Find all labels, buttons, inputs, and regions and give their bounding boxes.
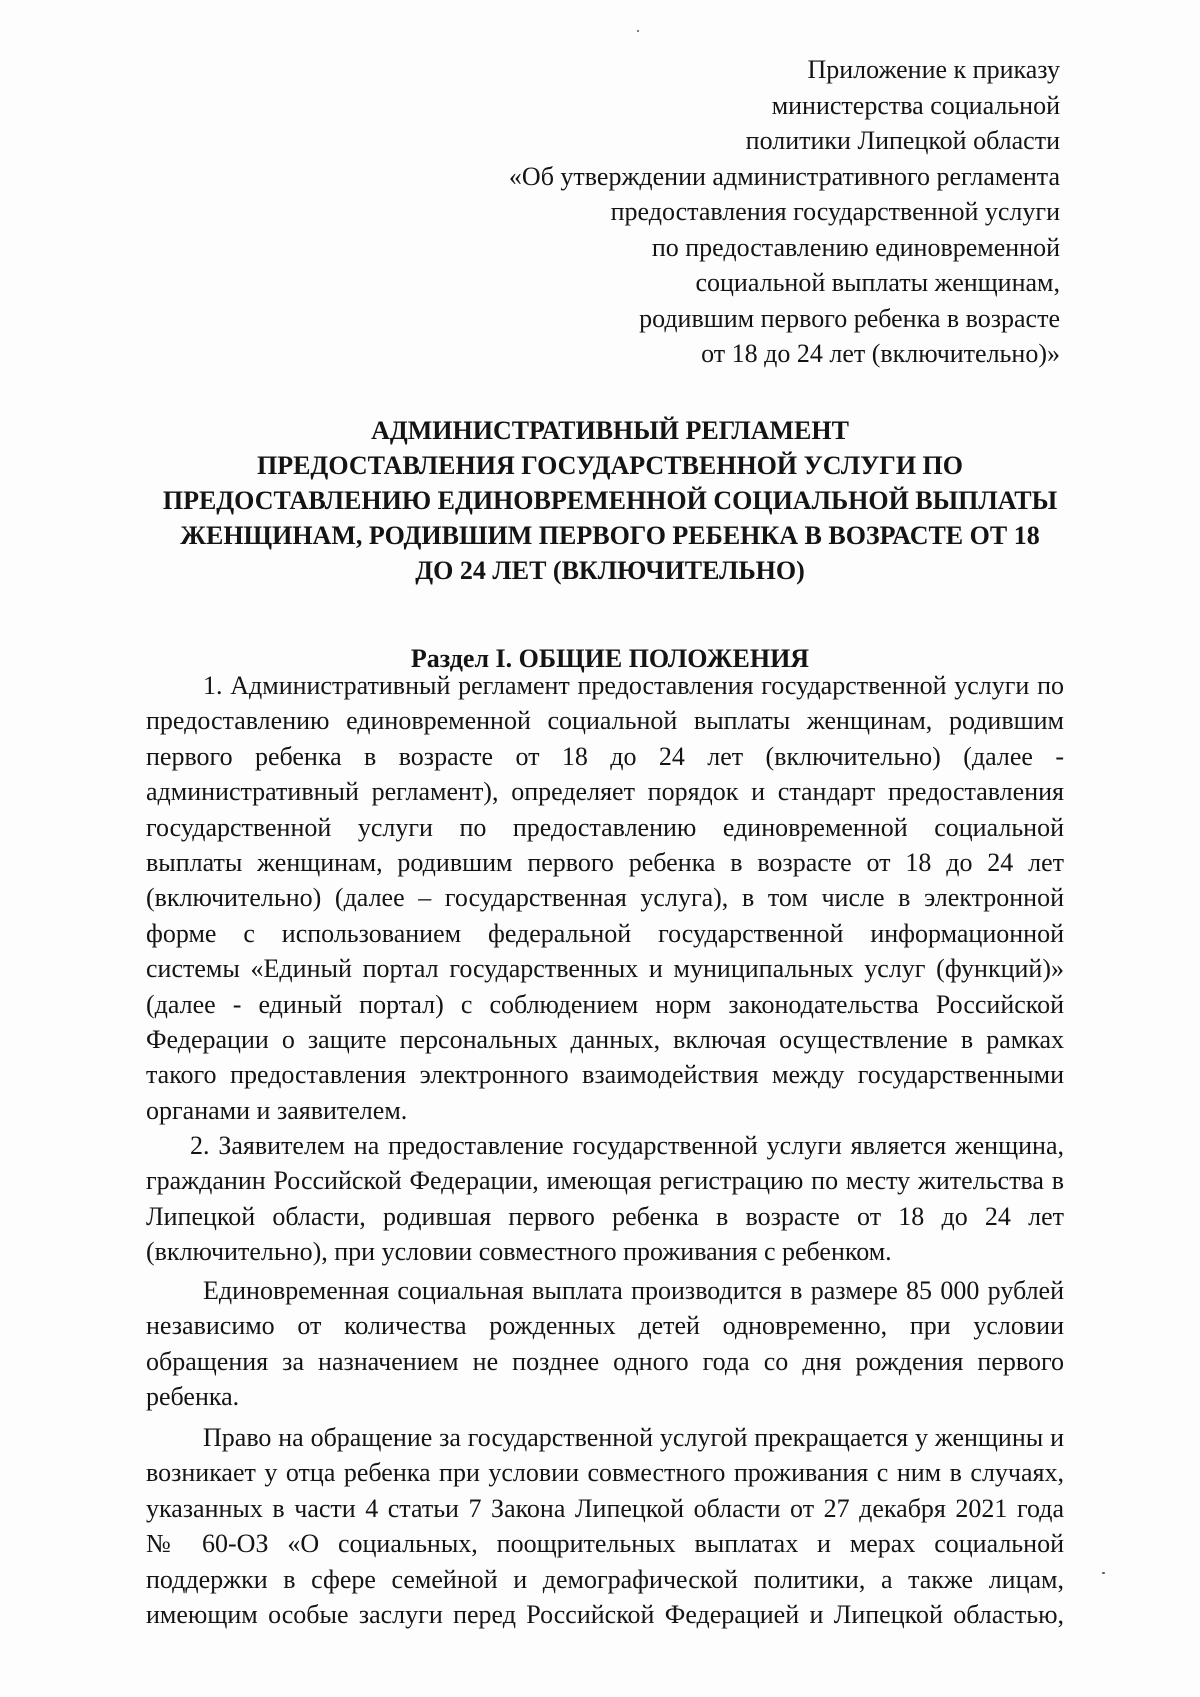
title-line: ПРЕДОСТАВЛЕНИЯ ГОСУДАРСТВЕННОЙ УСЛУГИ ПО — [256, 451, 964, 480]
paragraph-line: (далее - единый портал) с соблюдением норм законодательства Российской — [146, 989, 1064, 1019]
paragraph-3 — [146, 1273, 1064, 1415]
paragraph-line: 1. Административный регламент предоставления государственной услуги по — [203, 671, 1064, 700]
annex-line: по предоставлению единовременной — [651, 232, 1060, 262]
annex-line: от 18 до 24 лет (включительно)» — [701, 339, 1060, 368]
annex-line: министерства социальной — [771, 90, 1060, 120]
scan-speck — [1102, 1572, 1105, 1574]
paragraph-line: предоставлению единовременной социальной выплаты женщинам, родившим — [146, 706, 1064, 736]
paragraph-line: № 60-ОЗ «О социальных, поощрительных выплатах и мерах социальной — [146, 1529, 1064, 1559]
paragraph-line: выплаты женщинам, родившим первого ребенка в возрасте от 18 до 24 лет — [146, 847, 1064, 877]
annex-line: социальной выплаты женщинам, — [695, 268, 1060, 297]
paragraph-line: государственной услуги по предоставлению единовременной социальной — [146, 812, 1064, 842]
annex-line: Приложение к приказу — [807, 55, 1060, 84]
paragraph-line: Право на обращение за государственной услугой прекращается у женщины и — [203, 1423, 1064, 1452]
paragraph-line: административный регламент), определяет порядок и стандарт предоставления — [146, 777, 1064, 807]
scan-speck — [637, 30, 639, 32]
paragraph-line: Федерации о защите персональных данных, включая осуществление в рамках — [146, 1024, 1064, 1054]
paragraph-line: поддержки в сфере семейной и демографической политики, а также лицам, — [146, 1564, 1064, 1594]
paragraph-line: такого предоставления электронного взаимодействия между государственными — [146, 1060, 1064, 1090]
title-line: ДО 24 ЛЕТ (ВКЛЮЧИТЕЛЬНО) — [415, 556, 805, 585]
paragraph-line: возникает у отца ребенка при условии совместного проживания с ним в случаях, — [146, 1458, 1064, 1488]
paragraph-line: 2. Заявителем на предоставление государственной услуги является женщина, — [190, 1131, 1064, 1160]
paragraph-1 — [146, 668, 1064, 1128]
title-line: ПРЕДОСТАВЛЕНИЮ ЕДИНОВРЕМЕННОЙ СОЦИАЛЬНОЙ ВЫПЛАТЫ — [162, 486, 1058, 515]
annex-line: родившим первого ребенка в возрасте — [639, 303, 1060, 333]
document-title — [130, 413, 1090, 588]
paragraph-line: органами и заявителем. — [146, 1095, 408, 1125]
annex-line: предоставления государственной услуги — [610, 197, 1060, 226]
annex-header — [360, 52, 1060, 372]
paragraph-line: обращения за назначением не позднее одного года со дня рождения первого — [146, 1346, 1064, 1376]
paragraph-line: независимо от количества рожденных детей одновременно, при условии — [146, 1311, 1064, 1341]
paragraph-line: форме с использованием федеральной государственной информационной — [146, 918, 1064, 948]
section-heading: Раздел I. ОБЩИЕ ПОЛОЖЕНИЯ — [410, 644, 810, 673]
paragraph-line: Единовременная социальная выплата производится в размере 85 000 рублей — [203, 1276, 1064, 1305]
paragraph-2 — [146, 1128, 1064, 1270]
paragraph-line: имеющим особые заслуги перед Российской Федерацией и Липецкой областью, — [146, 1599, 1064, 1629]
paragraph-line: первого ребенка в возрасте от 18 до 24 лет (включительно) (далее - — [146, 741, 1064, 771]
paragraph-line: системы «Единый портал государственных и муниципальных услуг (функций)» — [146, 954, 1064, 984]
paragraph-line: гражданин Российской Федерации, имеющая регистрацию по месту жительства в — [146, 1166, 1064, 1196]
paragraph-line: указанных в части 4 статьи 7 Закона Липецкой области от 27 декабря 2021 года — [146, 1493, 1064, 1523]
paragraph-line: ребенка. — [146, 1382, 240, 1412]
title-line: АДМИНИСТРАТИВНЫЙ РЕГЛАМЕНТ — [371, 416, 849, 445]
paragraph-line: Липецкой области, родившая первого ребенка в возрасте от 18 до 24 лет — [146, 1201, 1064, 1231]
title-line: ЖЕНЩИНАМ, РОДИВШИМ ПЕРВОГО РЕБЕНКА В ВОЗРАСТЕ ОТ 18 — [180, 521, 1040, 550]
paragraph-line: (включительно), при условии совместного проживания с ребенком. — [146, 1237, 892, 1267]
annex-line: политики Липецкой области — [745, 126, 1060, 155]
annex-line: «Об утверждении административного регламента — [508, 161, 1060, 191]
paragraph-line: (включительно) (далее – государственная услуга), в том числе в электронной — [146, 883, 1064, 913]
paragraph-4 — [146, 1420, 1064, 1632]
